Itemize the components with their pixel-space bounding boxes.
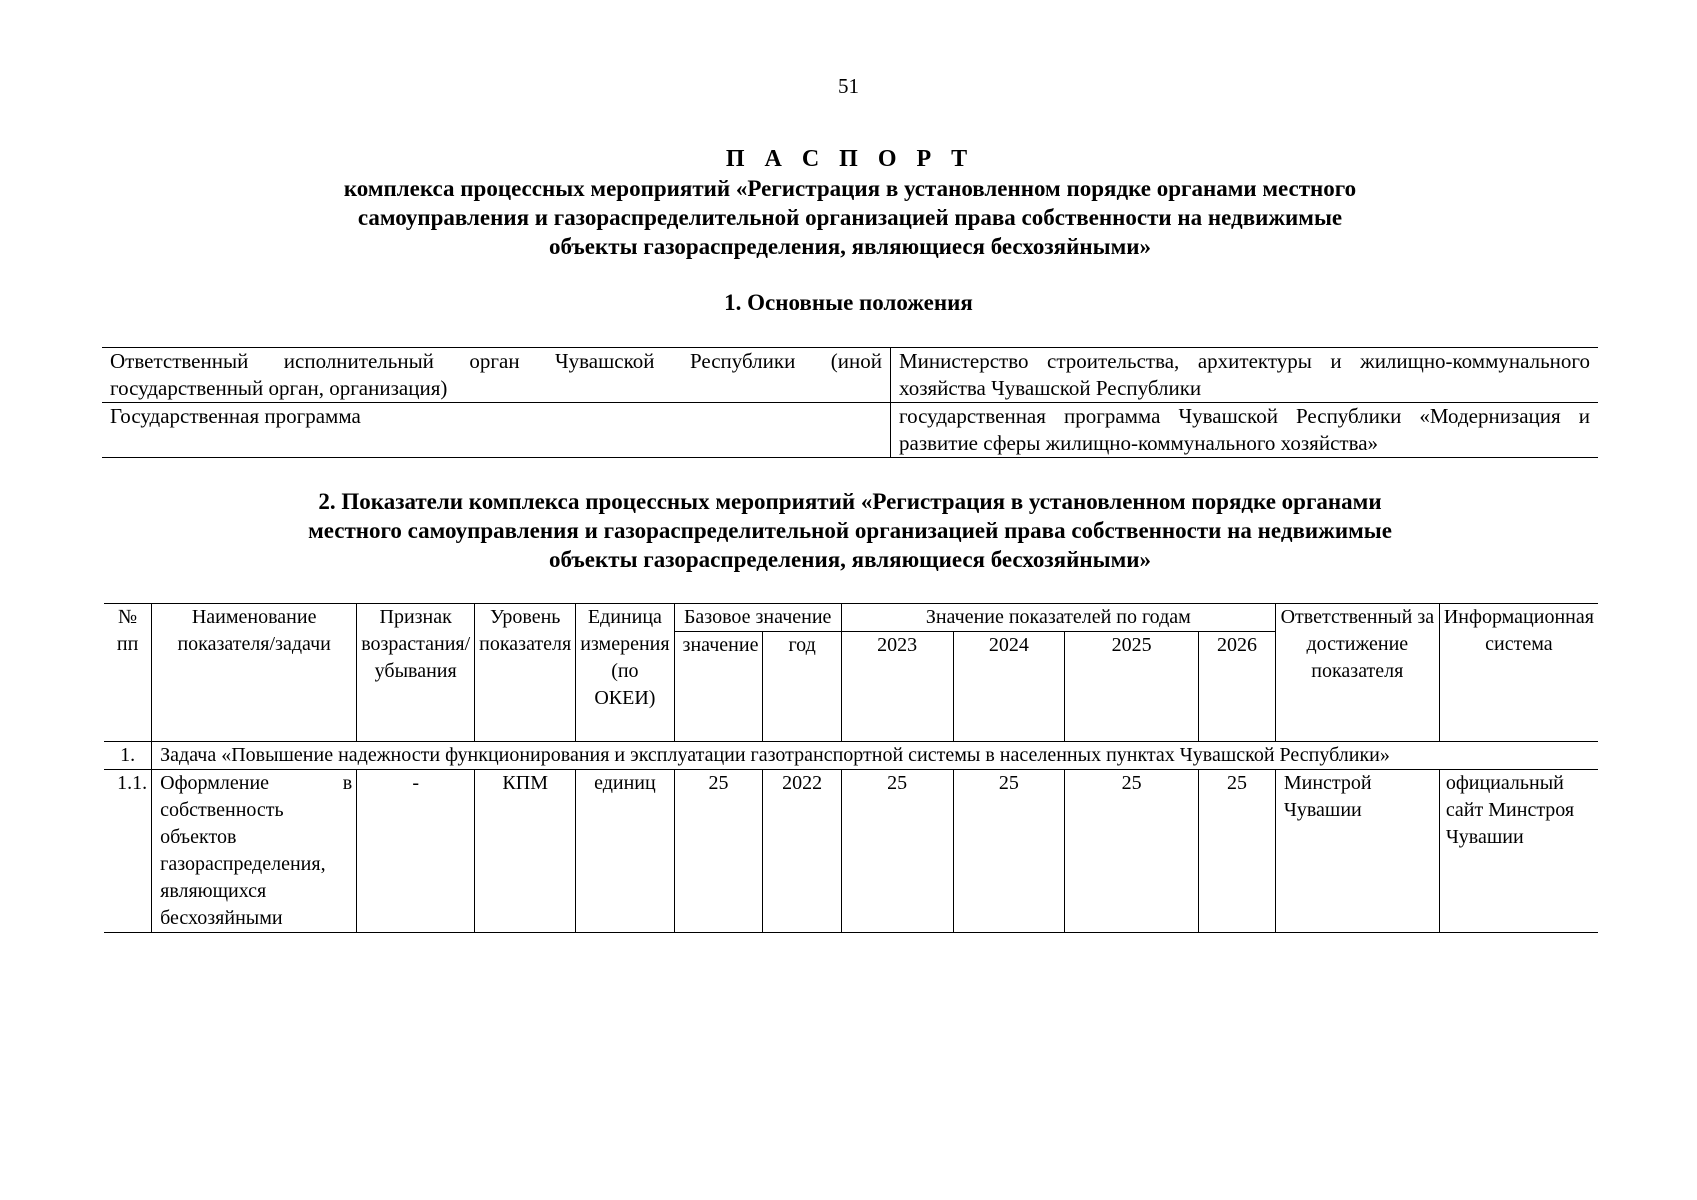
header-base: Базовое значение xyxy=(674,604,841,632)
task-num: 1. xyxy=(104,742,152,770)
header-num: № пп xyxy=(104,604,152,742)
page-number: 51 xyxy=(838,74,859,98)
row-value-2023: 25 xyxy=(841,770,953,933)
row-info-system: официальный сайт Минстроя Чувашии xyxy=(1439,770,1598,933)
row-sign: - xyxy=(357,770,475,933)
indicators-table xyxy=(104,603,1598,933)
task-text: Задача «Повышение надежности функционирования и эксплуатации газотранспортной системы в населенных пунктах Чувашской Республики» xyxy=(152,742,1598,770)
header-year-2026: 2026 xyxy=(1199,632,1276,742)
row-num: 1.1. xyxy=(104,770,152,933)
title-line-2: самоуправления и газораспределительной организацией права собственности на недвижимые xyxy=(357,205,1343,230)
info-label: Ответственный исполнительный орган Чувашской Республики (иной государственный орган, организация) xyxy=(102,348,891,403)
header-year-2024: 2024 xyxy=(953,632,1065,742)
row-unit: единиц xyxy=(576,770,674,933)
row-base-year: 2022 xyxy=(763,770,841,933)
title-line-3: объекты газораспределения, являющиеся бесхозяйными» xyxy=(548,234,1152,259)
row-value-2025: 25 xyxy=(1065,770,1199,933)
header-base-year: год xyxy=(763,632,841,742)
row-base-value: 25 xyxy=(674,770,763,933)
row-name: Оформление в собственность объектов газораспределения, являющихся бесхозяйными xyxy=(152,770,357,933)
info-row xyxy=(102,403,1598,458)
task-row xyxy=(104,742,1598,770)
info-label: Государственная программа xyxy=(102,403,891,458)
row-responsible: Минстрой Чувашии xyxy=(1275,770,1439,933)
info-value: государственная программа Чувашской Республики «Модернизация и развитие сферы жилищно-коммунального хозяйства» xyxy=(899,404,1590,455)
section1-heading: 1. Основные положения xyxy=(724,290,973,315)
header-level: Уровень показателя xyxy=(475,604,576,742)
title-main: П А С П О Р Т xyxy=(725,146,975,172)
header-base-value: значение xyxy=(674,632,763,742)
header-sign: Признак возрастания/убывания xyxy=(357,604,475,742)
row-level: КПМ xyxy=(475,770,576,933)
passport-title xyxy=(180,145,1520,261)
header-info-system: Информационная система xyxy=(1439,604,1598,742)
section2-heading-line-1: 2. Показатели комплекса процессных мероприятий «Регистрация в установленном порядке органами xyxy=(318,489,1382,514)
basic-provisions-table xyxy=(102,347,1598,458)
info-row xyxy=(102,348,1598,403)
table-row xyxy=(104,770,1598,933)
header-responsible: Ответственный за достижение показателя xyxy=(1275,604,1439,742)
info-value: Министерство строительства, архитектуры и жилищно-коммунального хозяйства Чувашской Республики xyxy=(899,349,1590,400)
section2-heading-line-2: местного самоуправления и газораспределительной организацией права собственности на недвижимые xyxy=(308,518,1392,543)
header-year-2023: 2023 xyxy=(841,632,953,742)
section2-heading xyxy=(180,487,1520,574)
row-value-2024: 25 xyxy=(953,770,1065,933)
header-row xyxy=(104,604,1598,632)
section2-heading-line-3: объекты газораспределения, являющиеся бесхозяйными» xyxy=(548,547,1152,572)
title-line-1: комплекса процессных мероприятий «Регистрация в установленном порядке органами местного xyxy=(343,176,1357,201)
header-year-2025: 2025 xyxy=(1065,632,1199,742)
header-name: Наименование показателя/задачи xyxy=(152,604,357,742)
header-values-by-year: Значение показателей по годам xyxy=(841,604,1275,632)
header-unit: Единица измерения (по ОКЕИ) xyxy=(576,604,674,742)
row-value-2026: 25 xyxy=(1199,770,1276,933)
